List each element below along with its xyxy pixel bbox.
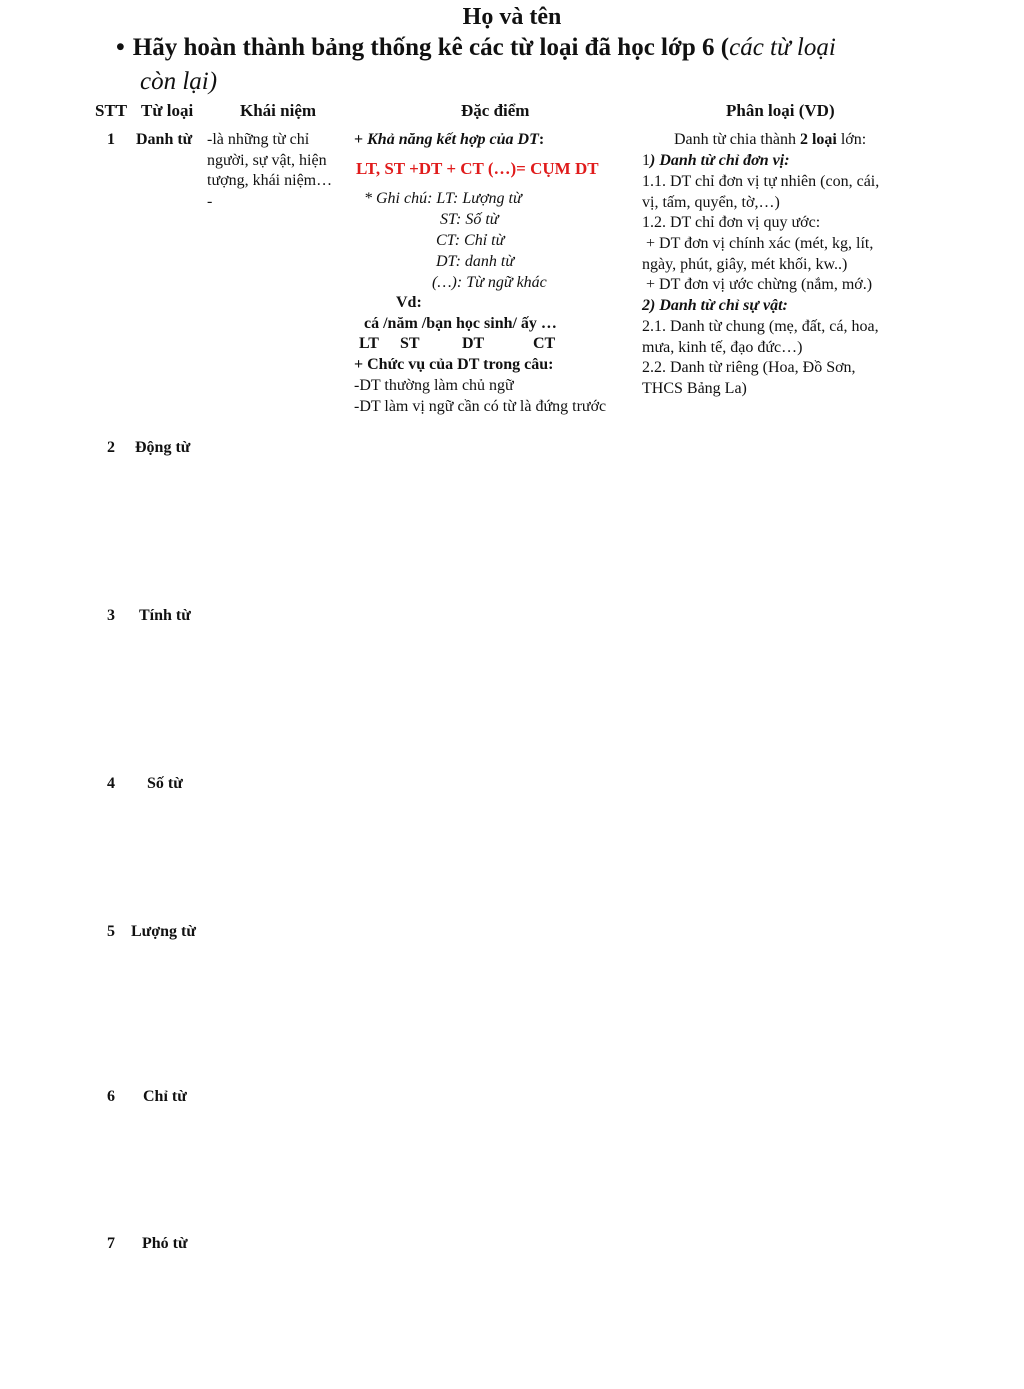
row-number: 4 bbox=[107, 775, 115, 792]
text-line: -là những từ chỉ bbox=[207, 131, 310, 148]
row-number: 1 bbox=[107, 131, 115, 148]
loai-1-details bbox=[642, 172, 879, 400]
name-line: Họ và tên bbox=[462, 4, 562, 30]
text-line: 2.1. Danh từ chung (mẹ, đất, cá, hoa, bbox=[642, 317, 879, 335]
word-type: Lượng từ bbox=[131, 923, 196, 940]
example-label-dt: DT bbox=[462, 335, 485, 352]
kha-nang-title: Khả năng kết hợp của DT bbox=[367, 131, 539, 148]
text-line: 1.1. DT chỉ đơn vị tự nhiên (con, cái, bbox=[642, 173, 880, 190]
row-number: 7 bbox=[107, 1235, 115, 1252]
example-label-ct: CT bbox=[533, 335, 556, 352]
intro-text: lớn: bbox=[836, 131, 867, 148]
row-number: 2 bbox=[107, 439, 115, 456]
text-line: - bbox=[207, 193, 213, 211]
example-label-lt: LT bbox=[359, 335, 379, 352]
loai-title: ) Danh từ chỉ đơn vị: bbox=[650, 152, 790, 169]
intro-bold: 2 loại bbox=[799, 131, 837, 148]
column-header-phan-loai: Phân loại (VD) bbox=[726, 101, 835, 120]
khai-niem-danh-tu bbox=[207, 130, 332, 213]
ghi-chu-st: ST: Số từ bbox=[440, 211, 499, 228]
column-header-stt: STT bbox=[95, 101, 128, 120]
loai-1-title bbox=[642, 151, 790, 172]
colon: : bbox=[538, 131, 545, 148]
word-type: Tính từ bbox=[139, 607, 191, 624]
text-line: người, sự vật, hiện bbox=[207, 151, 327, 169]
chuc-vu-title: + Chức vụ của DT trong câu: bbox=[354, 356, 554, 373]
ghi-chu-ct: CT: Chỉ từ bbox=[436, 232, 505, 249]
column-header-khai-niem: Khái niệm bbox=[240, 101, 317, 120]
loai-2-title: 2) Danh từ chỉ sự vật: bbox=[642, 297, 788, 315]
task-bold-text: Hãy hoàn thành bảng thống kê các từ loại đã học lớp 6 ( bbox=[132, 34, 730, 61]
word-type: Số từ bbox=[147, 775, 183, 792]
chuc-vu-line: -DT thường làm chủ ngữ bbox=[354, 377, 514, 394]
word-type: Chỉ từ bbox=[143, 1088, 187, 1105]
row-number: 3 bbox=[107, 607, 115, 624]
phan-loai-intro bbox=[674, 130, 866, 151]
intro-text: Danh từ chia thành bbox=[674, 131, 800, 148]
task-instruction-line2: còn lại) bbox=[140, 68, 218, 95]
text-line: + DT đơn vị chính xác (mét, kg, lít, bbox=[642, 235, 874, 253]
task-instruction bbox=[116, 34, 836, 62]
ghi-chu-dt: DT: danh từ bbox=[436, 253, 515, 270]
text-line: THCS Bảng La) bbox=[642, 379, 747, 397]
text-line: 1.2. DT chỉ đơn vị quy ước: bbox=[642, 214, 821, 232]
kha-nang-ket-hop bbox=[354, 130, 544, 151]
bullet: • bbox=[116, 34, 125, 61]
vd-label: Vd: bbox=[396, 294, 422, 311]
row-number: 6 bbox=[107, 1088, 115, 1105]
example-phrase: cá /năm /bạn học sinh/ ấy … bbox=[364, 315, 557, 332]
formula-cum-dt: LT, ST +DT + CT (…)= CỤM DT bbox=[356, 159, 599, 178]
text-line: mưa, kinh tế, đạo đức…) bbox=[642, 338, 803, 356]
column-header-dac-diem: Đặc điểm bbox=[461, 101, 530, 120]
row-number: 5 bbox=[107, 923, 115, 940]
ghi-chu-lt: * Ghi chú: LT: Lượng từ bbox=[364, 190, 522, 207]
word-type: Động từ bbox=[135, 439, 191, 456]
text-line: vị, tấm, quyển, tờ,…) bbox=[642, 193, 780, 211]
text-line: tượng, khái niệm… bbox=[207, 172, 333, 190]
word-type: Danh từ bbox=[136, 131, 193, 148]
column-header-tu-loai: Từ loại bbox=[141, 101, 194, 120]
loai-number: 1 bbox=[642, 152, 650, 169]
text-line: 2.2. Danh từ riêng (Hoa, Đồ Sơn, bbox=[642, 359, 856, 377]
text-line: ngày, phút, giây, mét khối, kw..) bbox=[642, 255, 848, 273]
example-label-st: ST bbox=[400, 335, 420, 352]
word-type: Phó từ bbox=[142, 1235, 188, 1252]
plus-sign: + bbox=[354, 131, 368, 148]
text-line: + DT đơn vị ước chừng (nắm, mớ.) bbox=[642, 276, 873, 294]
task-italic-text: các từ loại bbox=[729, 34, 836, 61]
chuc-vu-line: -DT làm vị ngữ cần có từ là đứng trước bbox=[354, 398, 607, 415]
ghi-chu-other: (…): Từ ngữ khác bbox=[432, 274, 547, 291]
